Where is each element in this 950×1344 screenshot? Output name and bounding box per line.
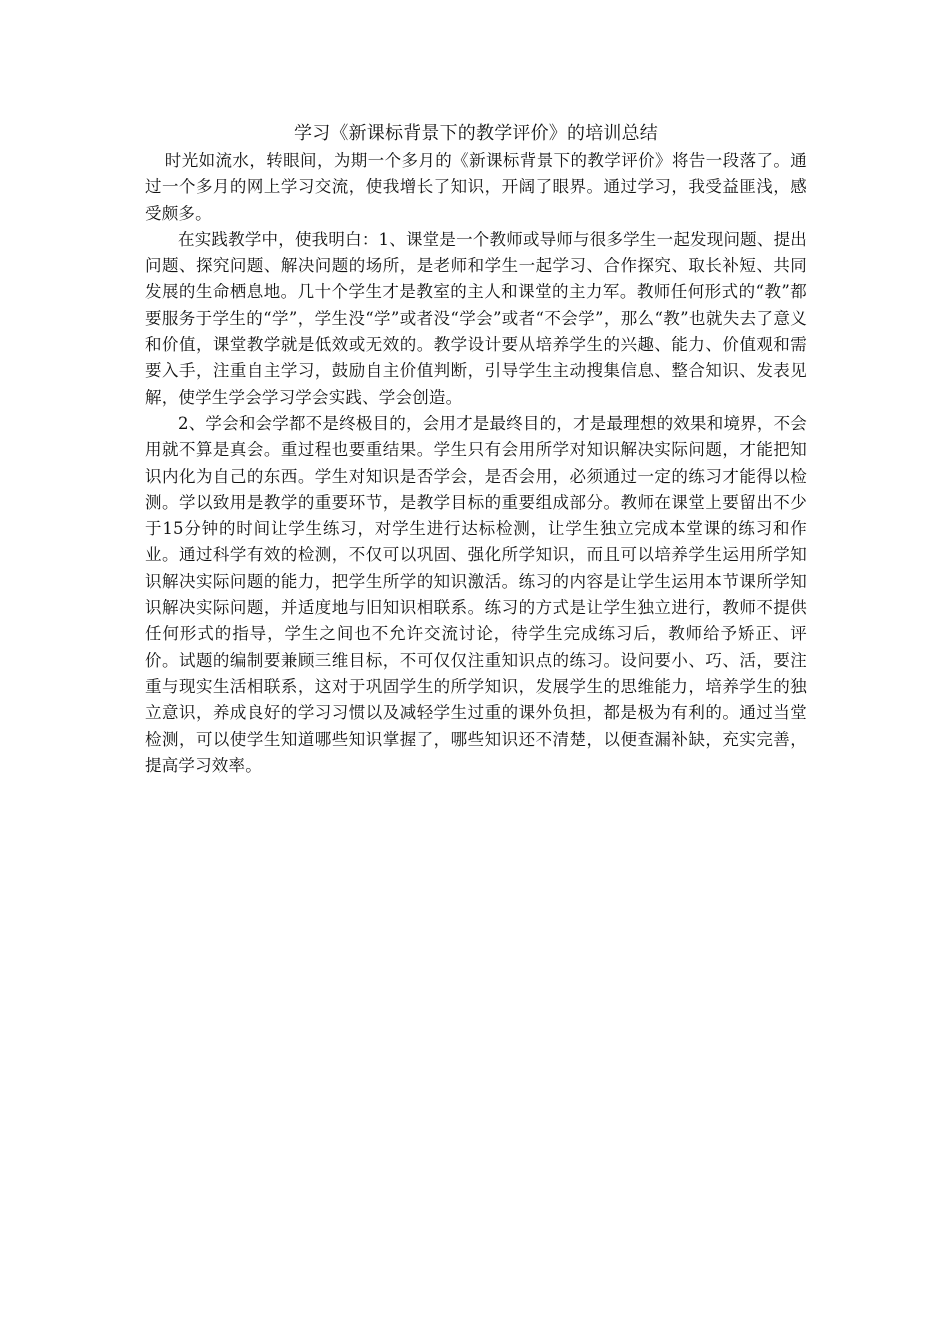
document-body bbox=[145, 120, 807, 779]
paragraph-point-2: 2、学会和会学都不是终极目的，会用才是最终目的，才是最理想的效果和境界，不会用就不算是真会。重过程也要重结果。学生只有会用所学对知识解决实际问题，才能把知识内化为自己的东西。学生对知识是否学会，是否会用，必须通过一定的练习才能得以检测。学以致用是教学的重要环节，是教学目标的重要组成部分。教师在课堂上要留出不少于15分钟的时间让学生练习，对学生进行达标检测，让学生独立完成本堂课的练习和作业。通过科学有效的检测，不仅可以巩固、强化所学知识，而且可以培养学生运用所学知识解决实际问题的能力，把学生所学的知识激活。练习的内容是让学生运用本节课所学知识解决实际问题，并适度地与旧知识相联系。练习的方式是让学生独立进行，教师不提供任何形式的指导，学生之间也不允许交流讨论，待学生完成练习后，教师给予矫正、评价。试题的编制要兼顾三维目标，不可仅仅注重知识点的练习。设问要小、巧、活，要注重与现实生活相联系，这对于巩固学生的所学知识，发展学生的思维能力，培养学生的独立意识，养成良好的学习习惯以及减轻学生过重的课外负担，都是极为有利的。通过当堂检测，可以使学生知道哪些知识掌握了，哪些知识还不清楚，以便查漏补缺，充实完善，提高学习效率。 bbox=[145, 413, 807, 775]
paragraph-point-1: 在实践教学中，使我明白：1、课堂是一个教师或导师与很多学生一起发现问题、提出问题、探究问题、解决问题的场所，是老师和学生一起学习、合作探究、取长补短、共同发展的生命栖息地。几十个学生才是教室的主人和课堂的主力军。教师任何形式的“教”都要服务于学生的“学”，学生没“学”或者没“学会”或者“不会学”，那么“教”也就失去了意义和价值，课堂教学就是低效或无效的。教学设计要从培养学生的兴趣、能力、价值观和需要入手，注重自主学习，鼓励自主价值判断，引导学生主动搜集信息、整合知识、发表见解，使学生学会学习学会实践、学会创造。 bbox=[145, 229, 807, 407]
paragraph-intro: 时光如流水，转眼间，为期一个多月的《新课标背景下的教学评价》将告一段落了。通过一个多月的网上学习交流，使我增长了知识，开阔了眼界。通过学习，我受益匪浅，感受颇多。 bbox=[145, 151, 807, 223]
document-title: 学习《新课标背景下的教学评价》的培训总结 bbox=[294, 123, 658, 144]
